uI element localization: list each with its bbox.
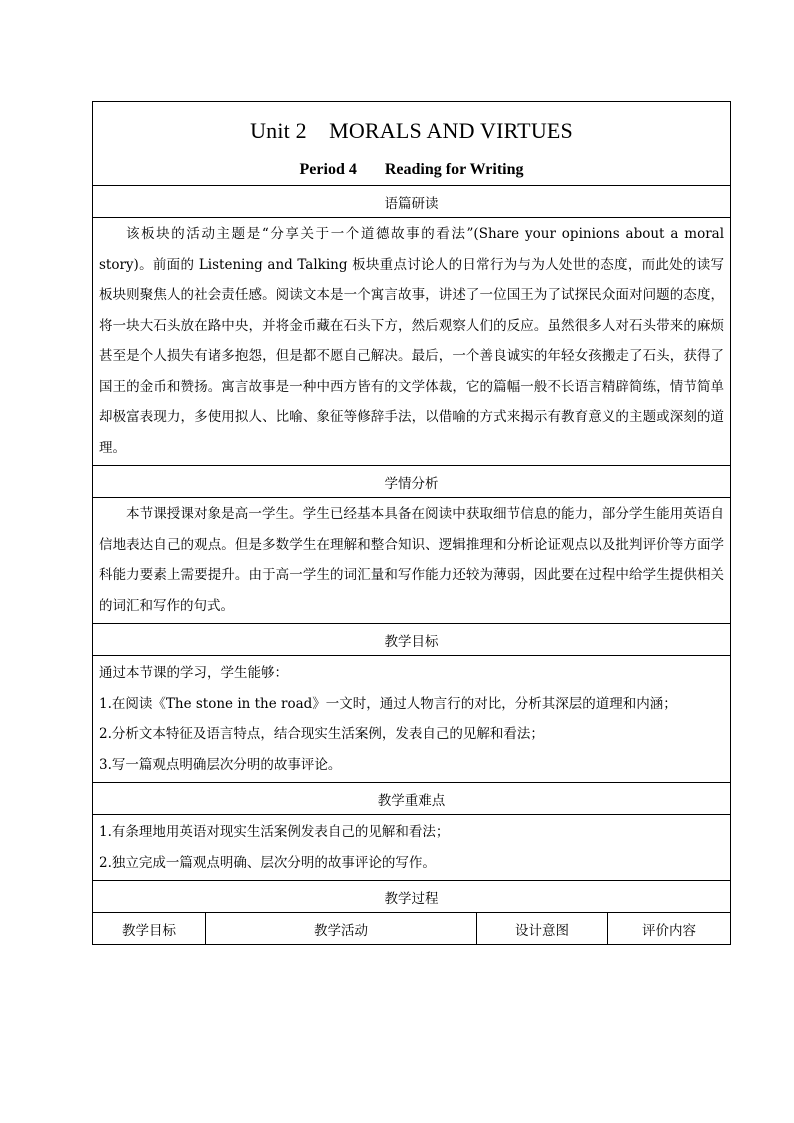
objective-item: 2.分析文本特征及语言特点，结合现实生活案例，发表自己的见解和看法； <box>99 726 544 742</box>
objectives-body-row <box>93 656 731 783</box>
section-heading-key-points: 教学重难点 <box>93 783 731 815</box>
period-subtitle <box>93 144 730 180</box>
objective-item: 1.在阅读《The stone in the road》一文时，通过人物言行的对比，分析其深层的道理和内涵； <box>99 695 677 712</box>
process-columns-row <box>93 913 731 945</box>
objective-item: 3.写一篇观点明确层次分明的故事评论。 <box>99 756 342 773</box>
column-header-activity: 教学活动 <box>206 913 477 945</box>
lesson-plan-page <box>92 101 730 945</box>
section-heading-process: 教学过程 <box>93 881 731 913</box>
lesson-subtitle: Reading for Writing <box>384 160 524 178</box>
learner-analysis-paragraph: 本节课授课对象是高一学生。学生已经基本具备在阅读中获取细节信息的能力，部分学生能用英语自信地表达自己的观点。但是多数学生在理解和整合知识、逻辑推理和分析论证观点以及批判评价等方面学科能力要素上需要提升。由于高一学生的词汇量和写作能力还较为薄弱，因此要在过程中给学生提供相关的词汇和写作的句式。 <box>99 506 725 614</box>
column-header-evaluation: 评价内容 <box>608 913 731 945</box>
period-label: Period 4 <box>299 160 357 178</box>
text-study-paragraph: 该板块的活动主题是“分享关于一个道德故事的看法”(Share your opinions about a moral story)。前面的 Listening and Talking 板块重点讨论人的日常行为与为人处世的态度，而此处的读写板块则聚焦人的社会责任感。阅读文本是一个寓言故事，讲述了一位国王为了试探民众面对问题的态度，将一块大石头放在路中央，并将金币藏在石头下方，然后观察人们的反应。虽然很多人对石头带来的麻烦甚至是个人损失有诸多抱怨，但是都不愿自己解决。最后，一个善良诚实的年轻女孩搬走了石头，获得了国王的金币和赞扬。寓言故事是一种中西方皆有的文学体裁，它的篇幅一般不长语言精辟简练，情节简单却极富表现力，多使用拟人、比喻、象征等修辞手法，以借喻的方式来揭示有教育意义的主题或深刻的道理。 <box>99 226 725 456</box>
objectives-heading-row <box>93 624 731 656</box>
column-header-objective: 教学目标 <box>93 913 206 945</box>
key-point-item: 2.独立完成一篇观点明确、层次分明的故事评论的写作。 <box>99 854 436 871</box>
objectives-list <box>93 656 730 782</box>
title-row <box>93 102 731 186</box>
section-heading-objectives: 教学目标 <box>93 624 731 656</box>
column-header-design-intent: 设计意图 <box>477 913 608 945</box>
key-points-heading-row <box>93 783 731 815</box>
text-study-heading-row <box>93 186 731 218</box>
lesson-plan-table <box>92 101 731 945</box>
learner-analysis-body-row <box>93 498 731 624</box>
title-cell <box>93 102 731 186</box>
process-heading-row <box>93 881 731 913</box>
text-study-body-row <box>93 218 731 466</box>
key-point-item: 1.有条理地用英语对现实生活案例发表自己的见解和看法； <box>99 824 450 840</box>
section-heading-learner-analysis: 学情分析 <box>93 466 731 498</box>
objective-intro: 通过本节课的学习，学生能够： <box>99 665 288 681</box>
unit-title: Unit 2 MORALS AND VIRTUES <box>250 117 573 143</box>
key-points-list <box>93 815 730 880</box>
key-points-body-row <box>93 815 731 881</box>
section-heading-text-study: 语篇研读 <box>93 186 731 218</box>
learner-analysis-heading-row <box>93 466 731 498</box>
